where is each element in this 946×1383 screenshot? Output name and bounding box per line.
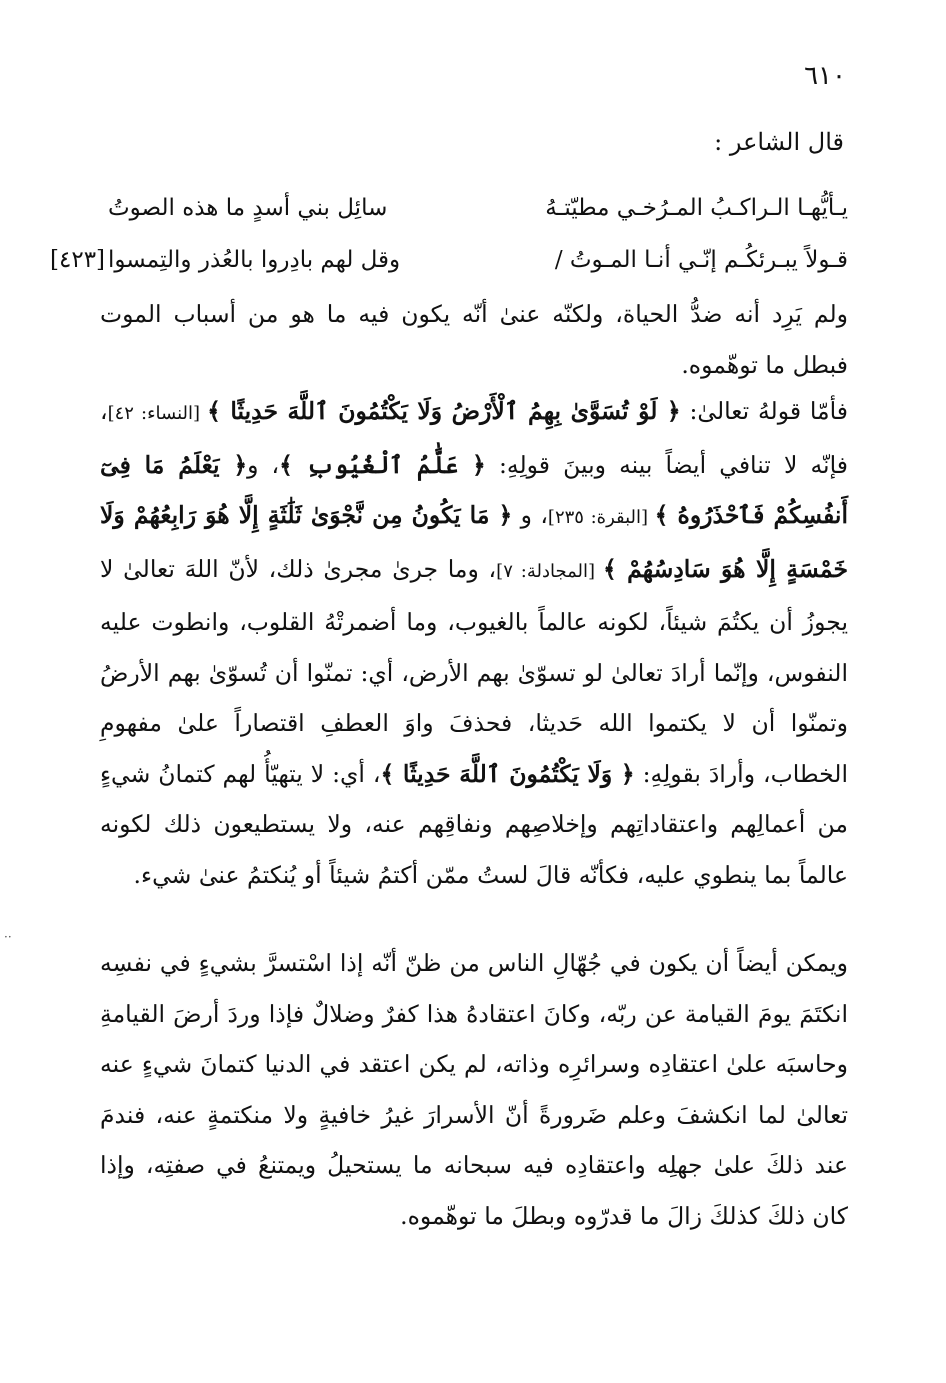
paragraph-text: فأمّا قولهُ تعالىٰ: bbox=[680, 397, 849, 425]
poem-verse bbox=[50, 238, 848, 282]
poet-intro: قال الشاعر : bbox=[714, 128, 844, 156]
quran-verse: ﴿ عَلَّٰمُ ٱلْغُيُوبِ ﴾ bbox=[279, 450, 486, 479]
quran-verse: ﴿ لَوْ تُسَوَّىٰ بِهِمُ ٱلْأَرْضُ وَلَا يَكْتُمُونَ ٱللَّهَ حَدِيثًا ﴾ bbox=[207, 397, 681, 425]
paragraph-text: ، و bbox=[512, 501, 548, 529]
paragraph-text: ، فإنّه لا تنافي أيضاً بينه وبينَ قولِهِ: bbox=[100, 397, 848, 479]
scan-margin-mark: ·· bbox=[4, 930, 12, 944]
verse-first-hemistich: يـأيُّهـا الـراكـبُ المـرُخـي مطيّتـهُ bbox=[545, 195, 848, 221]
paragraph-further-explanation: ويمكن أيضاً أن يكون في جُهّالِ الناس من ظنّ أنّه إذا اسْتسرَّ بشيءٍ في نفسِه انكتَمَ يومَ القيامة عن ربّه، وكانَ اعتقادهُ هذا كفرٌ وضلالٌ فإذا وردَ أرضَ القيامةِ وحاسبَه علىٰ اعتقادِه وسرائرِه وذاته، لم يكن اعتقد في الدنيا كتمانَ شيءٍ عنه تعالىٰ لما انكشفَ وعلم ضَرورةً أنّ الأسرارَ غيرُ خافيةٍ ولا منكتمةٍ عنه، فندمَ عند ذلكَ علىٰ جهلِه واعتقادِه فيه سبحانه ما يستحيلُ ويمتنعُ في صفتِه، وإذا كان ذلكَ كذلكَ زالَ ما قدرّوه وبطلَ ما توهّموه. bbox=[100, 949, 848, 1230]
paragraph-explanation: ولم يَرِد أنه ضدُّ الحياة، ولكنّه عنىٰ أنّه يكون فيه ما هو من أسباب الموت فبطل ما توهّموه. bbox=[100, 300, 848, 379]
paragraph-text: ، وما جرىٰ مجرىٰ ذلك، لأنّ اللهَ تعالىٰ لا يجوزُ أن يكتُمَ شيئاً، لكونه عالماً بالغيوب، وما أضمرتْهُ القلوب، وانطوت عليه النفوس، وإنّما أرادَ تعالىٰ لو تسوّىٰ بهم الأرض، أي: تمنّوا أن تُسوّىٰ بهم الأرضُ وتمنّوا أن لا يكتموا الله حَديثا، فحذفَ واوَ العطفِ اقتصاراً علىٰ مفهومِ الخطاب، وأرادَ بقولِهِ: bbox=[100, 554, 848, 788]
verse-second-hemistich: وقل لهم بادِروا بالعُذر والتِمسوا bbox=[108, 247, 401, 273]
quran-verse: ﴿ يَعْلَمُ مَا فِىٓ أَنفُسِكُمْ فَٱحْذَرُوهُ ﴾ bbox=[100, 450, 848, 529]
surah-reference: [المجادلة: ٧] bbox=[496, 560, 603, 582]
verse-second-hemistich: سائِل بني أسدٍ ما هذه الصوتُ bbox=[108, 195, 388, 221]
paragraph-quran-commentary bbox=[100, 386, 848, 900]
surah-reference: [النساء: ٤٢] bbox=[107, 403, 208, 424]
manuscript-folio-marker: [٤٢٣] bbox=[50, 247, 106, 273]
surah-reference: [البقرة: ٢٣٥] bbox=[547, 507, 655, 528]
quran-verse: ﴿ مَا يَكُونُ مِن نَّجْوَىٰ ثَلَٰثَةٍ إِلَّا هُوَ رَابِعُهُمْ وَلَا خَمْسَةٍ إِلَّا هُوَ سَادِسُهُمْ ﴾ bbox=[100, 501, 848, 583]
verse-first-hemistich: قـولاً يبـرئكُـم إنّـي أنـا المـوتُ / bbox=[554, 247, 848, 273]
page-number: ٦١٠ bbox=[804, 61, 846, 91]
poem-verse bbox=[108, 186, 848, 230]
paragraph-text: ، و bbox=[247, 450, 280, 479]
quran-verse: ﴿ وَلَا يَكْتُمُونَ ٱللَّهَ حَدِيثًا ﴾ bbox=[380, 759, 635, 788]
paragraph-text: ، أي: لا يتهيّأُ لهم كتمانُ شيءٍ من أعمالِهم واعتقاداتِهم وإخلاصِهم ونفاقِهم عنه، ولا يستطيعون ذلك لكونه عالماً بما ينطوي عليه، فكأنّه قالَ لستُ ممّن أكتمُ شيئاً أو يُنكتمُ عنىٰ شيء. bbox=[100, 759, 848, 889]
